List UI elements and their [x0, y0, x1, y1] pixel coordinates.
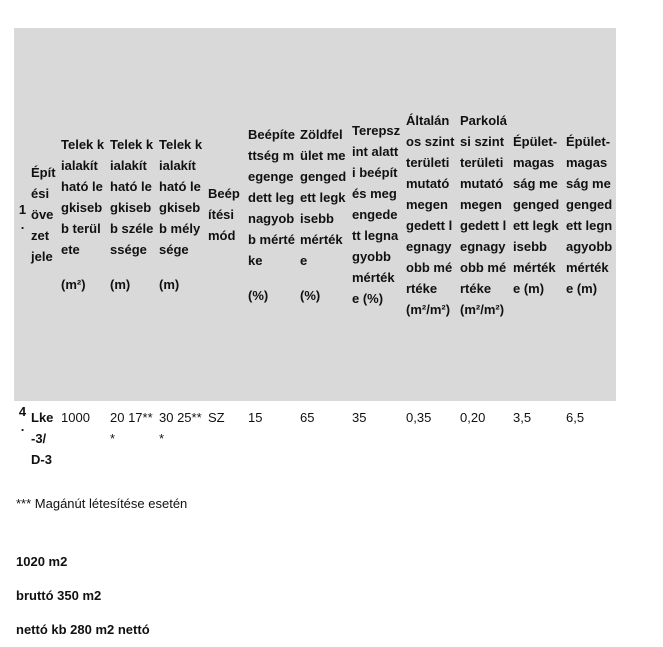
table-row — [14, 401, 616, 470]
column-header-label: Épület-magasság megengedett legkisebb mértéke (m) — [513, 133, 560, 296]
column-header-label: Általános szintterületi mutató megengedett legnagyobb mértéke — [406, 112, 455, 296]
column-header — [107, 28, 156, 401]
column-header-label: Telek kialakítható legkisebb szélessége — [110, 137, 154, 257]
row-number-value: 1 — [18, 202, 27, 217]
column-header-unit: (m²) — [61, 277, 86, 292]
column-header — [297, 28, 349, 401]
column-header-unit: (m) — [110, 277, 131, 292]
row-number-value: 4 — [18, 404, 27, 419]
table-cell: 30 25*** — [159, 410, 202, 446]
row-number-dot: . — [20, 217, 25, 232]
column-header — [349, 28, 403, 401]
footnote: *** Magánút létesítése esetén — [16, 496, 188, 511]
table-header-row — [14, 28, 616, 401]
column-header-label: Telek kialakítható legkisebb mélysége — [159, 137, 203, 257]
column-header — [156, 28, 205, 401]
column-header — [205, 28, 245, 401]
table-cell: 0,35 — [406, 410, 432, 425]
zoning-regulation-table — [14, 28, 616, 470]
column-header-unit: (m²/m²) — [460, 301, 505, 317]
column-header-unit: (m²/m²) — [406, 301, 451, 317]
column-header-label: Építési övezet jele — [31, 165, 56, 264]
row-number-dot: . — [20, 419, 25, 434]
table-cell: 65 — [300, 410, 315, 425]
column-header-unit: (%) — [248, 287, 269, 303]
table-cell: 3,5 — [513, 410, 532, 425]
summary-line: nettó kb 280 m2 nettó — [16, 622, 150, 637]
column-header — [245, 28, 297, 401]
column-header — [457, 28, 510, 401]
column-header — [28, 28, 58, 401]
table-cell: SZ — [208, 410, 225, 425]
table-cell: 1000 — [61, 410, 90, 425]
column-header-unit: (m) — [159, 277, 180, 292]
table-cell: 20 17*** — [110, 410, 153, 446]
column-header — [403, 28, 457, 401]
table-cell: 0,20 — [460, 410, 486, 425]
zone-code-cell: Lke-3/ D-3 — [31, 410, 54, 467]
column-header — [58, 28, 107, 401]
table-cell: 15 — [248, 410, 263, 425]
table-cell: 35 — [352, 410, 367, 425]
summary-line: 1020 m2 — [16, 554, 68, 569]
summary-line: bruttó 350 m2 — [16, 588, 102, 603]
column-header-label: Parkolási szintterületi mutató megengedett legnagyobb mértéke — [460, 112, 507, 296]
column-header-label: Terepszint alatti beépítés megengedett legnagyobb mértéke (%) — [352, 123, 401, 306]
row-number — [14, 401, 28, 470]
column-header-label: Épület-magasság megengedett legnagyobb mértéke (m) — [566, 133, 613, 296]
row-number — [14, 28, 28, 401]
column-header — [510, 28, 563, 401]
column-header-label: Zöldfelület megengedett legkisebb mértéke — [300, 126, 347, 268]
column-header-label: Beépítettség megengedett legnagyobb mértéke — [248, 126, 295, 268]
column-header-label: Telek kialakítható legkisebb területe — [61, 137, 105, 257]
column-header-label: Beépítési mód — [208, 186, 240, 243]
column-header — [563, 28, 616, 401]
column-header-unit: (%) — [300, 287, 321, 303]
table-cell: 6,5 — [566, 410, 585, 425]
